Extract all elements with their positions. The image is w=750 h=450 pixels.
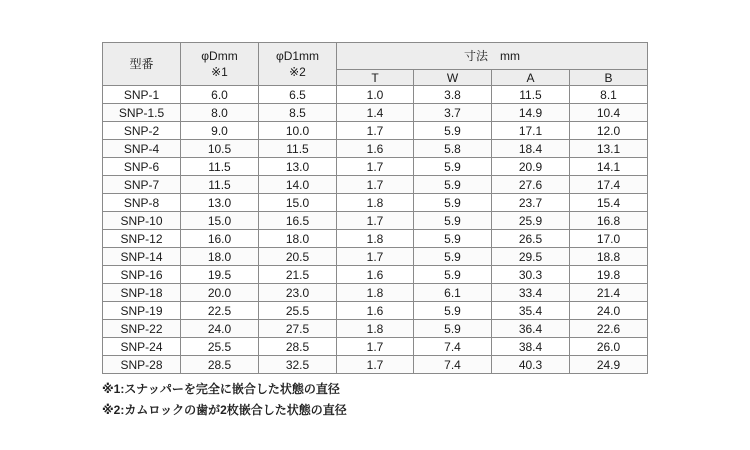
- cell-diameter-d1: 11.5: [259, 140, 337, 158]
- cell-w: 3.8: [414, 86, 492, 104]
- cell-w: 5.8: [414, 140, 492, 158]
- cell-diameter-d1: 32.5: [259, 356, 337, 374]
- table-row: [103, 284, 648, 302]
- cell-a: 11.5: [492, 86, 570, 104]
- cell-t: 1.6: [337, 302, 414, 320]
- cell-diameter-d1: 20.5: [259, 248, 337, 266]
- cell-model: SNP-8: [103, 194, 181, 212]
- footnote-1: ※1:スナッパーを完全に嵌合した状態の直径: [102, 382, 340, 396]
- cell-diameter-d: 22.5: [181, 302, 259, 320]
- cell-a: 30.3: [492, 266, 570, 284]
- cell-model: SNP-24: [103, 338, 181, 356]
- cell-a: 25.9: [492, 212, 570, 230]
- cell-b: 14.1: [570, 158, 648, 176]
- cell-model: SNP-6: [103, 158, 181, 176]
- cell-w: 7.4: [414, 356, 492, 374]
- cell-w: 3.7: [414, 104, 492, 122]
- cell-t: 1.7: [337, 176, 414, 194]
- cell-t: 1.7: [337, 338, 414, 356]
- cell-b: 8.1: [570, 86, 648, 104]
- header-b: B: [570, 70, 648, 86]
- cell-diameter-d: 11.5: [181, 176, 259, 194]
- cell-t: 1.8: [337, 284, 414, 302]
- cell-w: 7.4: [414, 338, 492, 356]
- table-row: [103, 104, 648, 122]
- cell-t: 1.7: [337, 122, 414, 140]
- cell-a: 36.4: [492, 320, 570, 338]
- cell-w: 5.9: [414, 230, 492, 248]
- table-row: [103, 230, 648, 248]
- header-t: T: [337, 70, 414, 86]
- cell-t: 1.7: [337, 356, 414, 374]
- cell-b: 18.8: [570, 248, 648, 266]
- cell-t: 1.7: [337, 248, 414, 266]
- cell-diameter-d1: 18.0: [259, 230, 337, 248]
- cell-t: 1.6: [337, 140, 414, 158]
- cell-w: 5.9: [414, 122, 492, 140]
- cell-w: 5.9: [414, 248, 492, 266]
- table-row: [103, 320, 648, 338]
- cell-t: 1.8: [337, 194, 414, 212]
- cell-a: 17.1: [492, 122, 570, 140]
- cell-diameter-d: 16.0: [181, 230, 259, 248]
- cell-t: 1.0: [337, 86, 414, 104]
- cell-model: SNP-4: [103, 140, 181, 158]
- cell-b: 26.0: [570, 338, 648, 356]
- cell-a: 14.9: [492, 104, 570, 122]
- cell-model: SNP-7: [103, 176, 181, 194]
- cell-b: 15.4: [570, 194, 648, 212]
- table-row: [103, 266, 648, 284]
- header-diameter-d1-label: φD1mm: [275, 49, 320, 63]
- cell-b: 19.8: [570, 266, 648, 284]
- table-row: [103, 158, 648, 176]
- cell-b: 13.1: [570, 140, 648, 158]
- cell-model: SNP-28: [103, 356, 181, 374]
- cell-model: SNP-2: [103, 122, 181, 140]
- cell-b: 16.8: [570, 212, 648, 230]
- cell-a: 18.4: [492, 140, 570, 158]
- cell-diameter-d: 24.0: [181, 320, 259, 338]
- cell-a: 27.6: [492, 176, 570, 194]
- cell-b: 10.4: [570, 104, 648, 122]
- cell-diameter-d: 19.5: [181, 266, 259, 284]
- cell-diameter-d: 6.0: [181, 86, 259, 104]
- cell-w: 5.9: [414, 212, 492, 230]
- cell-diameter-d1: 10.0: [259, 122, 337, 140]
- table-row: [103, 176, 648, 194]
- cell-a: 23.7: [492, 194, 570, 212]
- cell-diameter-d1: 23.0: [259, 284, 337, 302]
- table-body: [103, 86, 648, 374]
- spec-table: [102, 42, 648, 374]
- table-row: [103, 86, 648, 104]
- header-model: 型番: [103, 43, 181, 86]
- cell-t: 1.7: [337, 212, 414, 230]
- header-diameter-d1-note: ※2: [289, 65, 306, 79]
- cell-diameter-d: 18.0: [181, 248, 259, 266]
- footnote-2: ※2:カムロックの歯が2枚嵌合した状態の直径: [102, 403, 347, 417]
- cell-b: 21.4: [570, 284, 648, 302]
- cell-w: 6.1: [414, 284, 492, 302]
- cell-a: 33.4: [492, 284, 570, 302]
- cell-b: 12.0: [570, 122, 648, 140]
- cell-diameter-d: 10.5: [181, 140, 259, 158]
- cell-diameter-d1: 25.5: [259, 302, 337, 320]
- cell-diameter-d1: 6.5: [259, 86, 337, 104]
- cell-w: 5.9: [414, 320, 492, 338]
- table-row: [103, 194, 648, 212]
- cell-diameter-d: 20.0: [181, 284, 259, 302]
- table-row: [103, 302, 648, 320]
- cell-diameter-d: 8.0: [181, 104, 259, 122]
- cell-w: 5.9: [414, 176, 492, 194]
- cell-diameter-d1: 8.5: [259, 104, 337, 122]
- cell-b: 24.0: [570, 302, 648, 320]
- table-row: [103, 122, 648, 140]
- header-diameter-d1: [259, 43, 337, 86]
- table-row: [103, 356, 648, 374]
- cell-t: 1.4: [337, 104, 414, 122]
- cell-b: 17.4: [570, 176, 648, 194]
- header-diameter-d: [181, 43, 259, 86]
- table-row: [103, 140, 648, 158]
- cell-a: 35.4: [492, 302, 570, 320]
- cell-w: 5.9: [414, 158, 492, 176]
- cell-b: 24.9: [570, 356, 648, 374]
- cell-diameter-d1: 14.0: [259, 176, 337, 194]
- cell-diameter-d1: 21.5: [259, 266, 337, 284]
- cell-diameter-d1: 13.0: [259, 158, 337, 176]
- cell-a: 20.9: [492, 158, 570, 176]
- cell-model: SNP-14: [103, 248, 181, 266]
- cell-w: 5.9: [414, 302, 492, 320]
- cell-model: SNP-16: [103, 266, 181, 284]
- cell-diameter-d1: 16.5: [259, 212, 337, 230]
- header-w: W: [414, 70, 492, 86]
- cell-model: SNP-19: [103, 302, 181, 320]
- cell-t: 1.7: [337, 158, 414, 176]
- cell-model: SNP-18: [103, 284, 181, 302]
- cell-a: 38.4: [492, 338, 570, 356]
- header-diameter-d-label: φDmm: [201, 49, 238, 63]
- cell-model: SNP-1: [103, 86, 181, 104]
- table-row: [103, 212, 648, 230]
- cell-model: SNP-10: [103, 212, 181, 230]
- cell-t: 1.8: [337, 320, 414, 338]
- cell-diameter-d: 11.5: [181, 158, 259, 176]
- cell-a: 29.5: [492, 248, 570, 266]
- cell-t: 1.6: [337, 266, 414, 284]
- cell-t: 1.8: [337, 230, 414, 248]
- cell-a: 26.5: [492, 230, 570, 248]
- cell-diameter-d: 25.5: [181, 338, 259, 356]
- footnotes: [102, 379, 347, 421]
- table-row: [103, 248, 648, 266]
- table-row: [103, 338, 648, 356]
- cell-diameter-d: 13.0: [181, 194, 259, 212]
- cell-w: 5.9: [414, 266, 492, 284]
- cell-b: 22.6: [570, 320, 648, 338]
- cell-model: SNP-1.5: [103, 104, 181, 122]
- cell-diameter-d1: 27.5: [259, 320, 337, 338]
- cell-diameter-d: 9.0: [181, 122, 259, 140]
- header-dimensions: 寸法 mm: [337, 43, 648, 70]
- cell-a: 40.3: [492, 356, 570, 374]
- cell-diameter-d1: 28.5: [259, 338, 337, 356]
- cell-model: SNP-12: [103, 230, 181, 248]
- header-a: A: [492, 70, 570, 86]
- cell-w: 5.9: [414, 194, 492, 212]
- cell-diameter-d: 28.5: [181, 356, 259, 374]
- cell-b: 17.0: [570, 230, 648, 248]
- cell-model: SNP-22: [103, 320, 181, 338]
- cell-diameter-d: 15.0: [181, 212, 259, 230]
- header-diameter-d-note: ※1: [211, 65, 228, 79]
- cell-diameter-d1: 15.0: [259, 194, 337, 212]
